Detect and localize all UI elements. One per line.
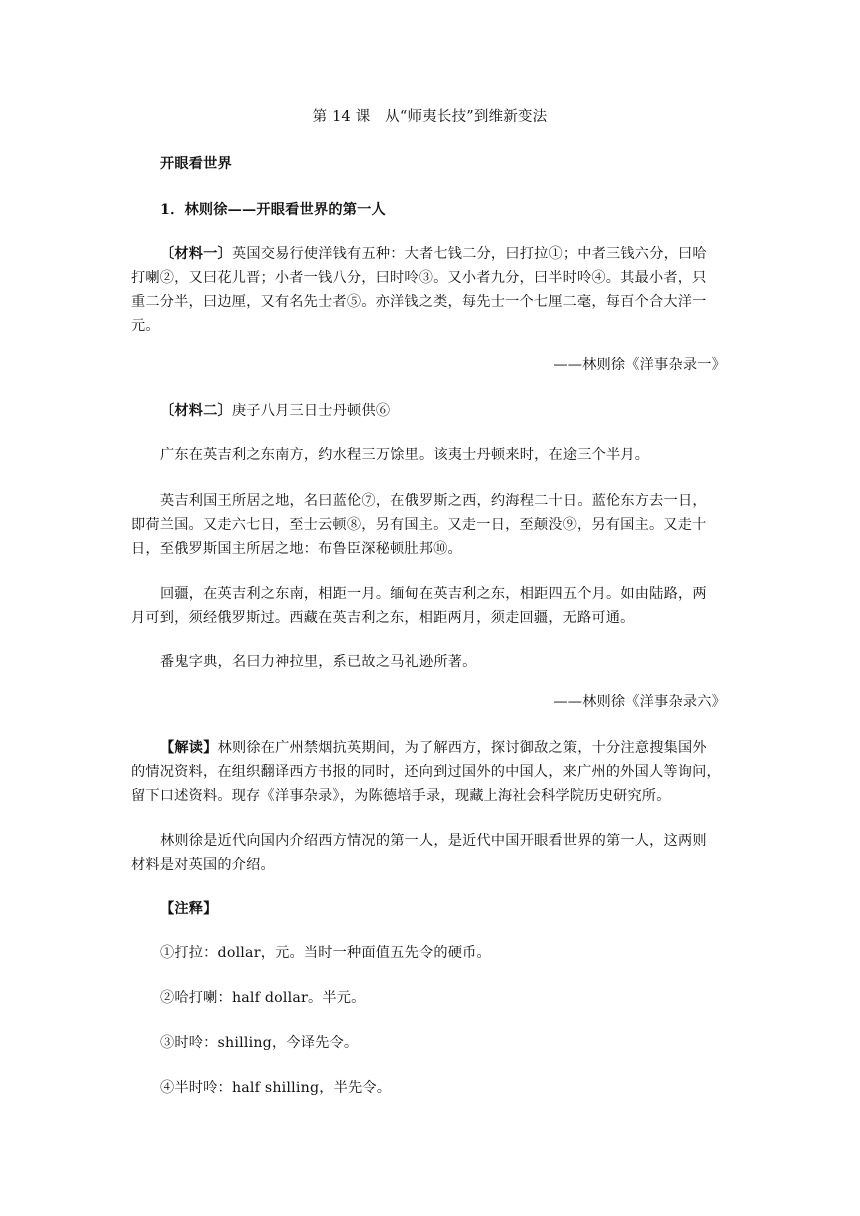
interpretation-line-2: 的情况资料，在组织翻译西方书报的同时，还向到过国外的中国人，来广州的外国人等询问， bbox=[131, 764, 721, 780]
paragraph-3-line-1: 回疆，在英吉利之东南，相距一月。缅甸在英吉利之东，相距四五个月。如由陆路，两 bbox=[160, 586, 707, 602]
material-one-line-4: 元。 bbox=[131, 318, 160, 334]
paragraph-2-line-3: 日，至俄罗斯国主所居之地：布鲁臣深秘顿肚邦⑩。 bbox=[131, 541, 462, 557]
paragraph-2-line-1: 英吉利国王所居之地，名曰蓝伦⑦，在俄罗斯之西，约海程二十日。蓝伦东方去一日， bbox=[160, 493, 707, 509]
interpretation-line-3: 留下口述资料。现存《洋事杂录》，为陈德培手录，现藏上海社会科学院历史研究所。 bbox=[131, 788, 671, 804]
material-two-text-1: 庚子八月三日士丹顿供⑥ bbox=[231, 403, 391, 419]
material-one-line-3: 重二分半，曰边厘，又有名先士者⑤。亦洋钱之类，每先士一个七厘二毫，每百个合大洋一 bbox=[131, 294, 707, 310]
paragraph-1: 广东在英吉利之东南方，约水程三万馀里。该夷士丹顿来时，在途三个半月。 bbox=[160, 447, 650, 463]
interpretation-line-1 bbox=[160, 738, 707, 758]
material-two-label: 〔材料二〕 bbox=[160, 403, 232, 419]
interpretation-2-line-2: 材料是对英国的介绍。 bbox=[131, 857, 275, 873]
material-two-line-1 bbox=[160, 401, 390, 421]
note-item: ②哈打喇：half dollar。半元。 bbox=[160, 990, 366, 1006]
material-one-line-2: 打喇②，又曰花儿晋；小者一钱八分，曰时呤③。又小者九分，曰半时呤④。其最小者，只 bbox=[131, 270, 707, 286]
material-one-text-1: 英国交易行使洋钱有五种：大者七钱二分，曰打拉①；中者三钱六分，曰哈 bbox=[231, 246, 707, 262]
section-heading: 开眼看世界 bbox=[160, 156, 232, 172]
material-one-label: 〔材料一〕 bbox=[160, 246, 232, 262]
material-two-source: ——林则徐《洋事杂录六》 bbox=[553, 694, 726, 710]
paragraph-4: 番鬼字典，名曰力神拉里，系已故之马礼逊所著。 bbox=[160, 654, 477, 670]
material-one-source: ——林则徐《洋事杂录一》 bbox=[553, 357, 726, 373]
note-item: ④半时呤：half shilling，半先令。 bbox=[160, 1080, 392, 1096]
notes-heading: 【注释】 bbox=[160, 901, 218, 917]
paragraph-2-line-2: 即荷兰国。又走六七日，至士云顿⑧，另有国主。又走一日，至颠没⑨，另有国主。又走十 bbox=[131, 517, 707, 533]
note-item: ①打拉：dollar，元。当时一种面值五先令的硬币。 bbox=[160, 945, 491, 961]
note-item: ③时呤：shilling，今译先令。 bbox=[160, 1035, 359, 1051]
subsection-heading: 1．林则徐——开眼看世界的第一人 bbox=[160, 202, 386, 218]
interpretation-2-line-1: 林则徐是近代向国内介绍西方情况的第一人，是近代中国开眼看世界的第一人，这两则 bbox=[160, 833, 707, 849]
page-title: 第 14 课 从“师夷长技”到维新变法 bbox=[312, 109, 548, 125]
interpretation-label: 【解读】 bbox=[160, 740, 218, 756]
paragraph-3-line-2: 月可到，须经俄罗斯过。西藏在英吉利之东，相距两月，须走回疆，无路可通。 bbox=[131, 610, 635, 626]
interpretation-text-1: 林则徐在广州禁烟抗英期间，为了解西方，探讨御敌之策，十分注意搜集国外 bbox=[217, 740, 707, 756]
material-one-line-1 bbox=[160, 244, 707, 264]
